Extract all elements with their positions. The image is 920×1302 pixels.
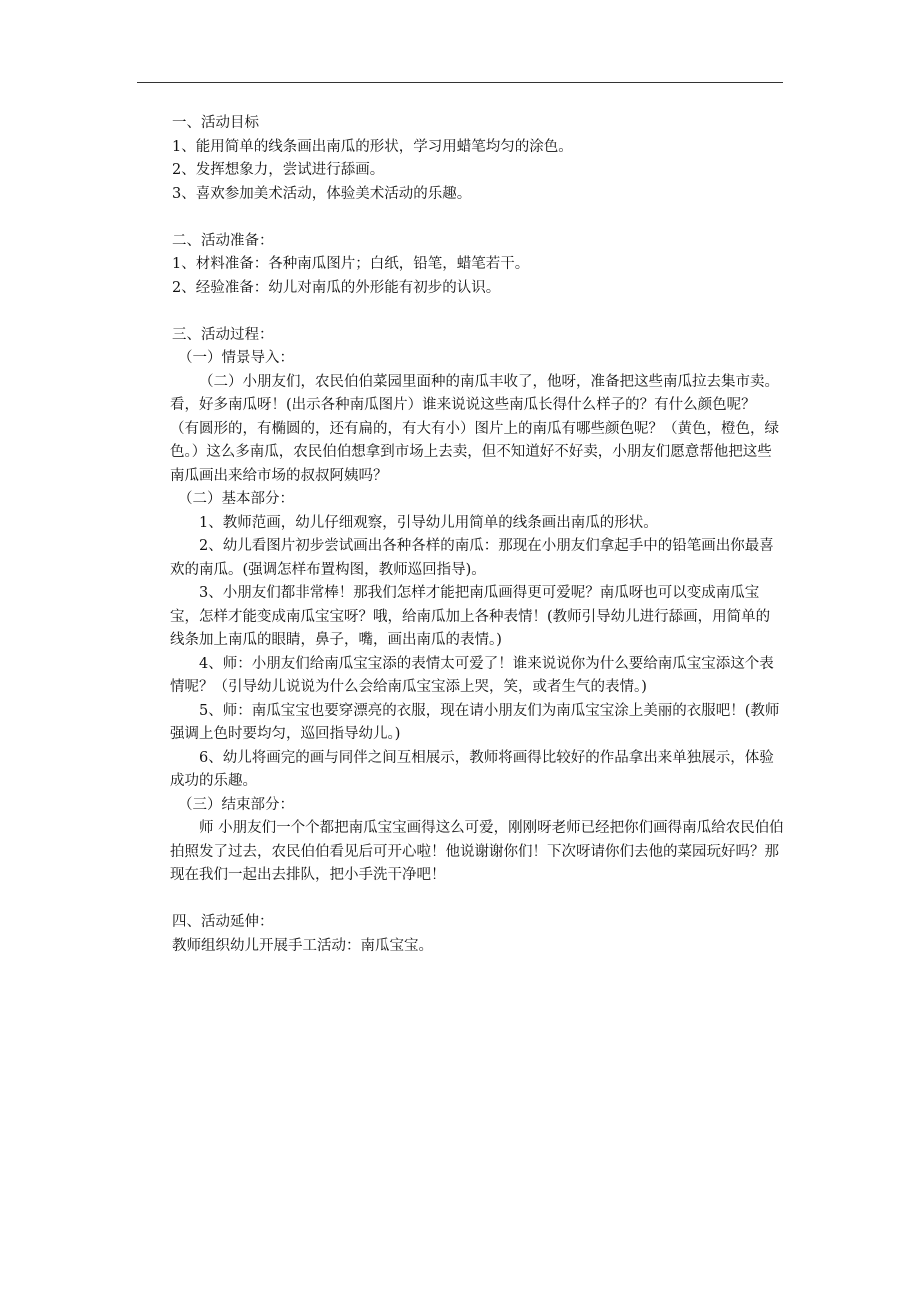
subsection-title-ending: （三）结束部分： bbox=[178, 796, 294, 813]
preparation-item: 1、材料准备：各种南瓜图片；白纸，铅笔，蜡笔若干。 bbox=[172, 256, 530, 272]
document-body bbox=[172, 112, 784, 958]
section-heading-goals: 一、活动目标 bbox=[172, 115, 259, 131]
subsection-title-intro: （一）情景导入： bbox=[178, 350, 294, 366]
section-heading-preparation: 二、活动准备： bbox=[172, 232, 274, 249]
preparation-item: 2、经验准备：幼儿对南瓜的外形能有初步的认识。 bbox=[172, 279, 501, 296]
basic-step: 5、师：南瓜宝宝也要穿漂亮的衣服，现在请小朋友们为南瓜宝宝涂上美丽的衣服吧！(教师强调上色时要均匀，巡回指导幼儿。) bbox=[170, 702, 780, 742]
basic-step: 1、教师范画，幼儿仔细观察，引导幼儿用简单的线条画出南瓜的形状。 bbox=[199, 514, 658, 531]
basic-step: 2、幼儿看图片初步尝试画出各种各样的南瓜：那现在小朋友们拿起手中的铅笔画出你最喜欢的南瓜。(强调怎样布置构图，教师巡回指导)。 bbox=[170, 538, 774, 578]
spacer bbox=[172, 300, 784, 324]
goal-item: 2、发挥想象力，尝试进行舔画。 bbox=[172, 162, 385, 178]
ending-paragraph: 师 小朋友们一个个都把南瓜宝宝画得这么可爱，刚刚呀老师已经把你们画得南瓜给农民伯伯拍照发了过去，农民伯伯看见后可开心啦！他说谢谢你们！下次呀请你们去他的菜园玩好吗？那现在我们一起出去排队，把小手洗干净吧！ bbox=[170, 820, 784, 883]
basic-step: 3、小朋友们都非常棒！那我们怎样才能把南瓜画得更可爱呢？南瓜呀也可以变成南瓜宝宝，怎样才能变成南瓜宝宝呀？哦，给南瓜加上各种表情！(教师引导幼儿进行舔画，用简单的线条加上南瓜的眼睛，鼻子，嘴，画出南瓜的表情。) bbox=[170, 585, 771, 648]
section-heading-extension: 四、活动延伸： bbox=[172, 914, 274, 930]
goal-item: 1、能用简单的线条画出南瓜的形状，学习用蜡笔均匀的涂色。 bbox=[172, 138, 573, 155]
goal-item: 3、喜欢参加美术活动，体验美术活动的乐趣。 bbox=[172, 185, 472, 202]
basic-step: 6、幼儿将画完的画与同伴之间互相展示，教师将画得比较好的作品拿出来单独展示，体验成功的乐趣。 bbox=[170, 749, 774, 789]
subsection-title-basic: （二）基本部分： bbox=[178, 491, 294, 507]
basic-step: 4、师：小朋友们给南瓜宝宝添的表情太可爱了！谁来说说你为什么要给南瓜宝宝添这个表情呢？（引导幼儿说说为什么会给南瓜宝宝添上哭，笑，或者生气的表情。) bbox=[170, 655, 774, 695]
header-rule bbox=[137, 82, 783, 83]
extension-item: 教师组织幼儿开展手工活动：南瓜宝宝。 bbox=[172, 937, 433, 954]
section-heading-process: 三、活动过程： bbox=[172, 326, 274, 343]
spacer bbox=[172, 888, 784, 912]
intro-paragraph: （二）小朋友们，农民伯伯菜园里面种的南瓜丰收了，他呀，准备把这些南瓜拉去集市卖。看，好多南瓜呀！(出示各种南瓜图片）谁来说说这些南瓜长得什么样子的？有什么颜色呢？（有圆形的，有椭圆的，还有扁的，有大有小）图片上的南瓜有哪些颜色呢？（黄色，橙色，绿色。）这么多南瓜，农民伯伯想拿到市场上去卖，但不知道好不好卖，小朋友们愿意帮他把这些南瓜画出来给市场的叔叔阿姨吗？ bbox=[170, 373, 779, 484]
spacer bbox=[172, 206, 784, 230]
